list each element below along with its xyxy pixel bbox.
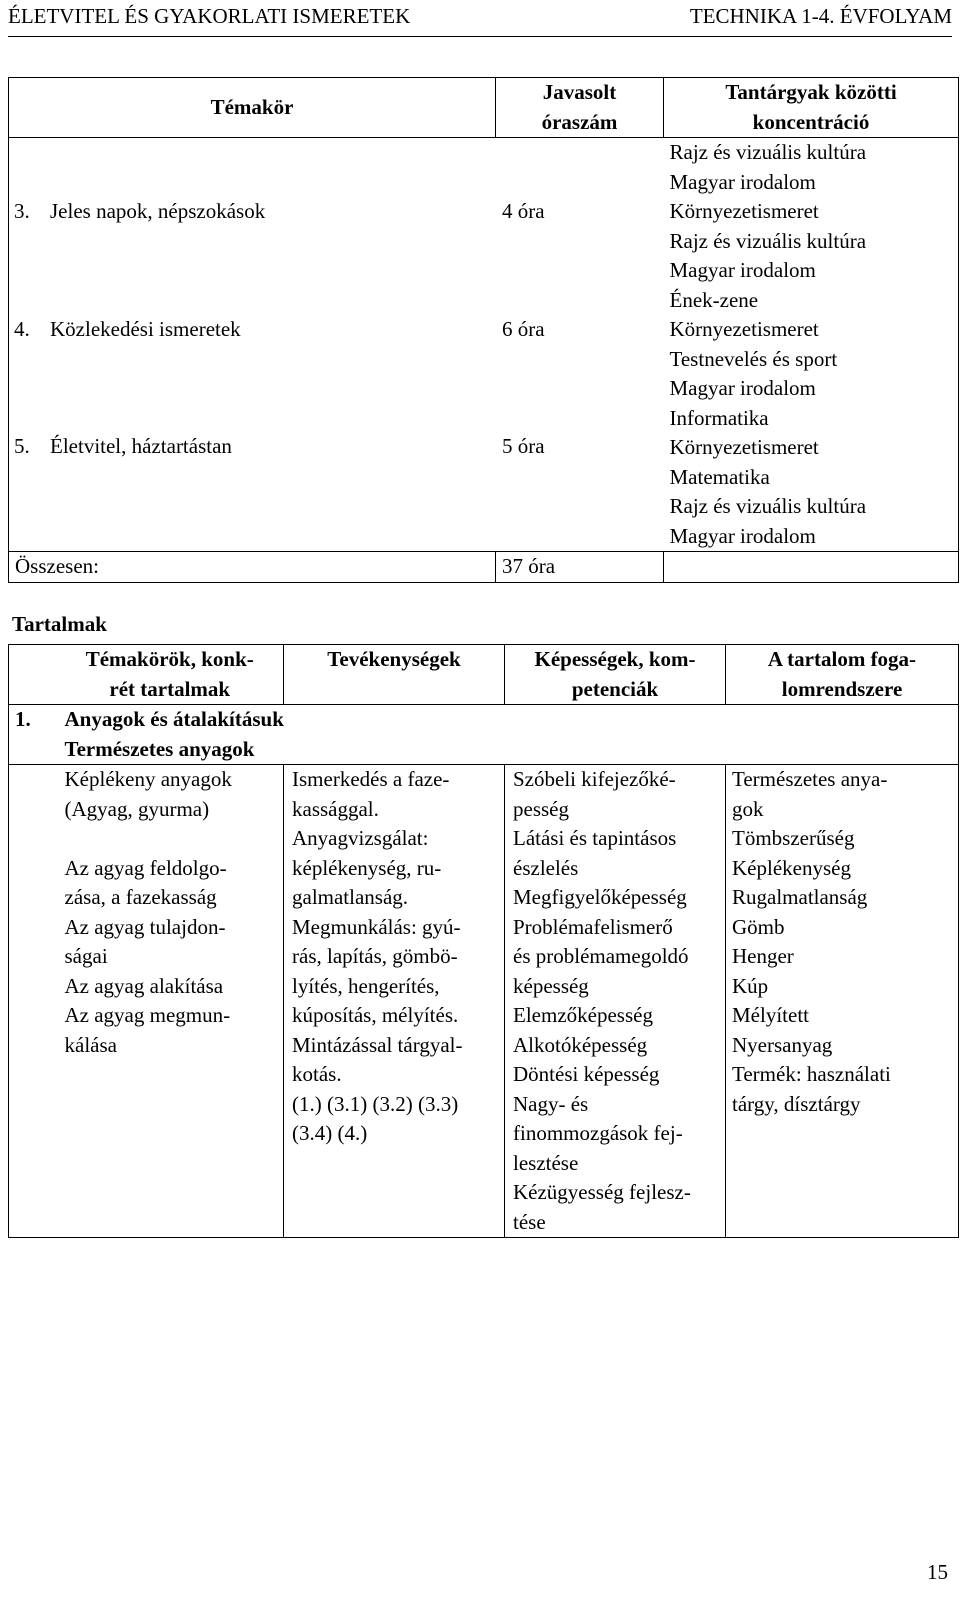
list-item: 4. Közlekedési ismeretek (14, 317, 241, 341)
header-activities: Tevékenységek (284, 645, 505, 705)
topics-column: Képlékeny anyagok (Agyag, gyurma) Az agyag feldolgo- zása, a fazekasság Az agyag tulajdon- ságai Az agyag alakítása Az agyag megmun- kálása (63, 765, 284, 1238)
list-item: 5. Életvitel, háztartástan (14, 434, 232, 458)
total-row (9, 552, 959, 583)
contents-table-header (9, 645, 959, 705)
header-topics: Témakörök, konk- rét tartalmak (63, 645, 284, 705)
page-number: 15 (927, 1560, 948, 1584)
row-hours: 4 óra (502, 199, 545, 223)
list-item: 3. Jeles napok, népszokások (14, 199, 266, 223)
section-title: Anyagok és átalakításuk (64, 707, 284, 731)
header-right-title: TECHNIKA 1-4. ÉVFOLYAM (689, 4, 952, 28)
row-hours: 6 óra (502, 317, 545, 341)
total-label: Összesen: (9, 552, 496, 583)
competences-column: Szóbeli kifejezőké- pesség Látási és tapintásos észlelés Megfigyelőképesség Problémafelismerő és problémamegoldó képesség Elemzőképesség Alkotóképesség Döntési képesség Nagy- és finommozgások fej- lesztése Kézügyesség fejlesz- tése (505, 765, 726, 1238)
topics-table-header (9, 78, 959, 138)
section-title-tartalmak: Tartalmak (12, 612, 107, 636)
subsection-title: Természetes anyagok (64, 736, 255, 761)
activities-column: Ismerkedés a faze- kassággal. Anyagvizsgálat: képlékenység, ru- galmatlanság. Megmunkálás: gyú- rás, lapítás, gömbö- lyítés, hengerítés, kúposítás, mélyítés. Mintázással tárgyal- kotás. (1.) (3.1) (3.2) (3.3) (3.4) (4.) (284, 765, 505, 1238)
concepts-column: Természetes anya- gok Tömbszerűség Képlékenység Rugalmatlanság Gömb Henger Kúp Mélyített Nyersanyag Termék: használati tárgy, dísztárgy (726, 765, 959, 1238)
header-competences: Képességek, kom- petenciák (505, 645, 726, 705)
section-number: 1. (9, 705, 63, 765)
header-hours: Javasolt óraszám (496, 78, 664, 138)
header-topic: Témakör (9, 78, 496, 138)
prev-continuation: Rajz és vizuális kultúra Magyar irodalom Környezetismeret Rajz és vizuális kultúra Magyar irodalom Ének-zene Környezetismeret Testnevelés és sport Magyar irodalom Informatika Környezetismeret Matematika Rajz és vizuális kultúra Magyar irodalom (664, 138, 959, 552)
header-left-title: ÉLETVITEL ÉS GYAKORLATI ISMERETEK (8, 4, 411, 28)
topics-rows-overlay (8, 138, 663, 544)
header-concentration: Tantárgyak közötti koncentráció (664, 78, 959, 138)
total-hours: 37 óra (496, 552, 664, 583)
page-header (8, 2, 952, 37)
header-concepts: A tartalom foga- lomrendszere (726, 645, 959, 705)
section-row (9, 705, 959, 765)
row-hours: 5 óra (502, 434, 545, 458)
content-row (9, 765, 959, 1238)
contents-table (8, 644, 959, 1238)
section-heading (63, 705, 959, 765)
